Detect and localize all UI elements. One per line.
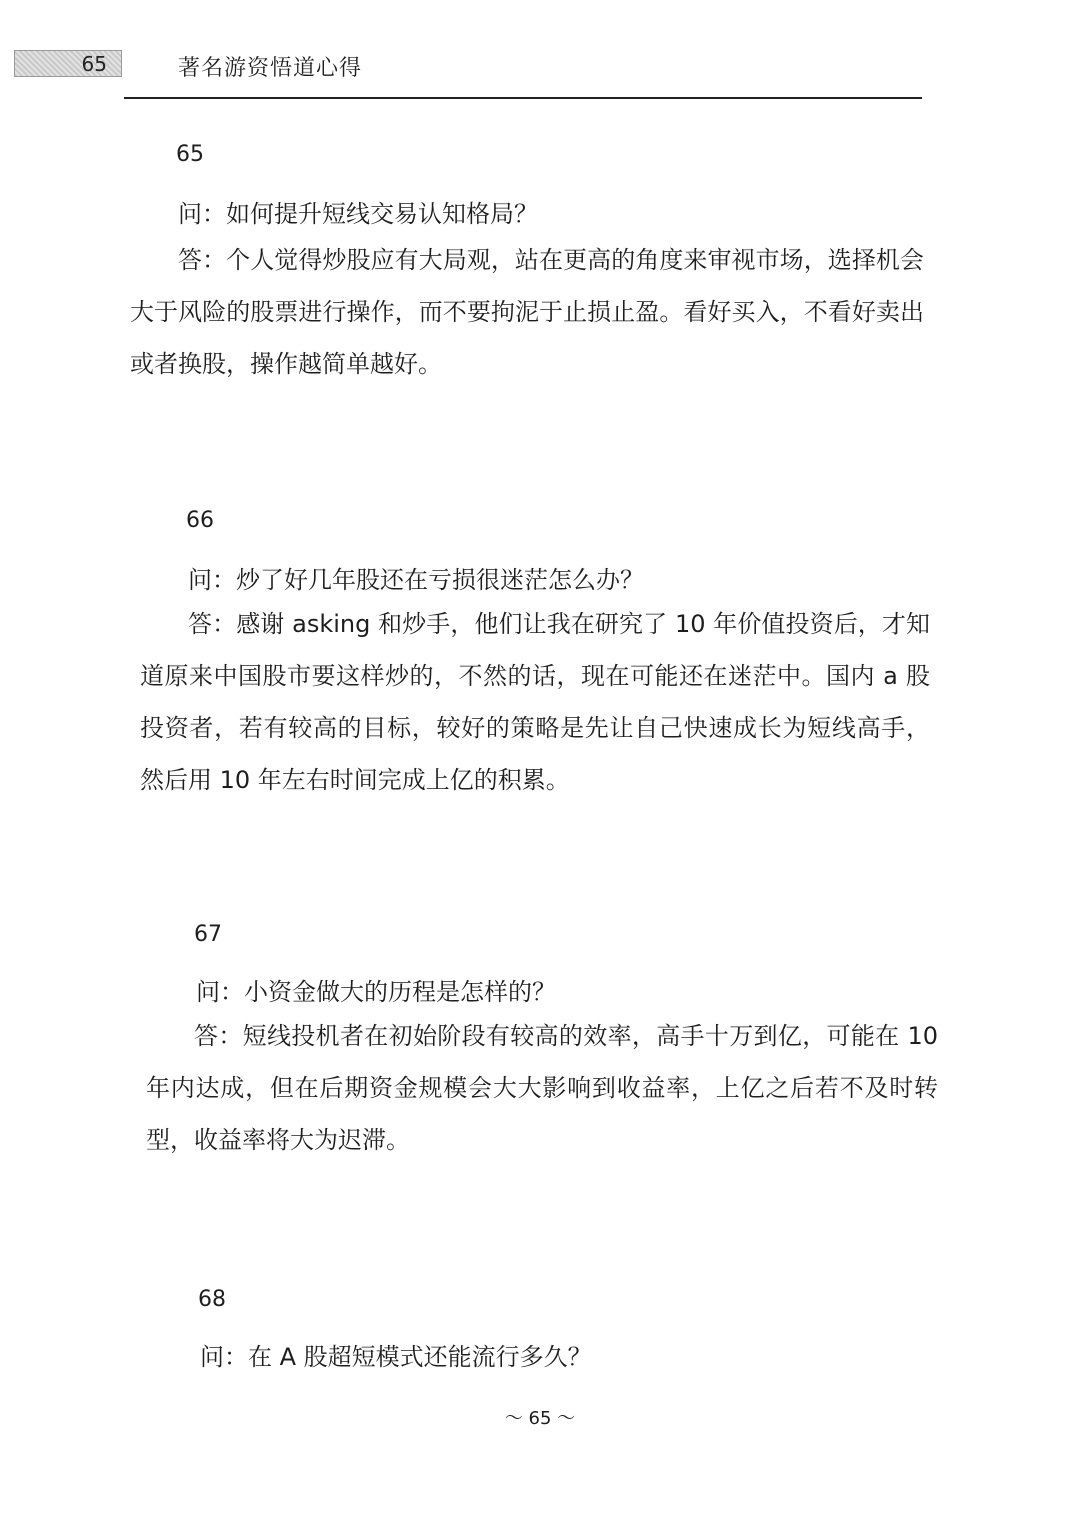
answer: 答：短线投机者在初始阶段有较高的效率，高手十万到亿，可能在 10 年内达成，但在后期资金规模会大大影响到收益率，上亿之后若不及时转型，收益率将大为迟滞。	[146, 1022, 938, 1154]
header-page-number: 65	[81, 52, 107, 76]
entry-number: 67	[194, 922, 222, 947]
question: 问：小资金做大的历程是怎样的？	[196, 978, 556, 1006]
footer-page-number: ～ 65 ～	[504, 1408, 576, 1429]
question: 问：如何提升短线交易认知格局？	[178, 200, 538, 228]
question: 问：在 A 股超短模式还能流行多久？	[200, 1343, 592, 1371]
answer: 答：个人觉得炒股应有大局观，站在更高的角度来审视市场，选择机会大于风险的股票进行操作，而不要拘泥于止损止盈。看好买入，不看好卖出或者换股，操作越简单越好。	[130, 246, 924, 378]
header-divider	[124, 97, 922, 99]
question: 问：炒了好几年股还在亏损很迷茫怎么办？	[188, 566, 644, 594]
header-title: 著名游资悟道心得	[178, 56, 363, 81]
entry-number: 68	[198, 1287, 226, 1312]
answer: 答：感谢 asking 和炒手，他们让我在研究了 10 年价值投资后，才知道原来中国股市要这样炒的，不然的话，现在可能还在迷茫中。国内 a 股投资者，若有较高的目标，较好的策略是先让自己快速成长为短线高手，然后用 10 年左右时间完成上亿的积累。	[140, 610, 930, 794]
entry-number: 65	[176, 142, 204, 167]
entry-number: 66	[186, 508, 214, 533]
header-page-box	[14, 50, 122, 77]
